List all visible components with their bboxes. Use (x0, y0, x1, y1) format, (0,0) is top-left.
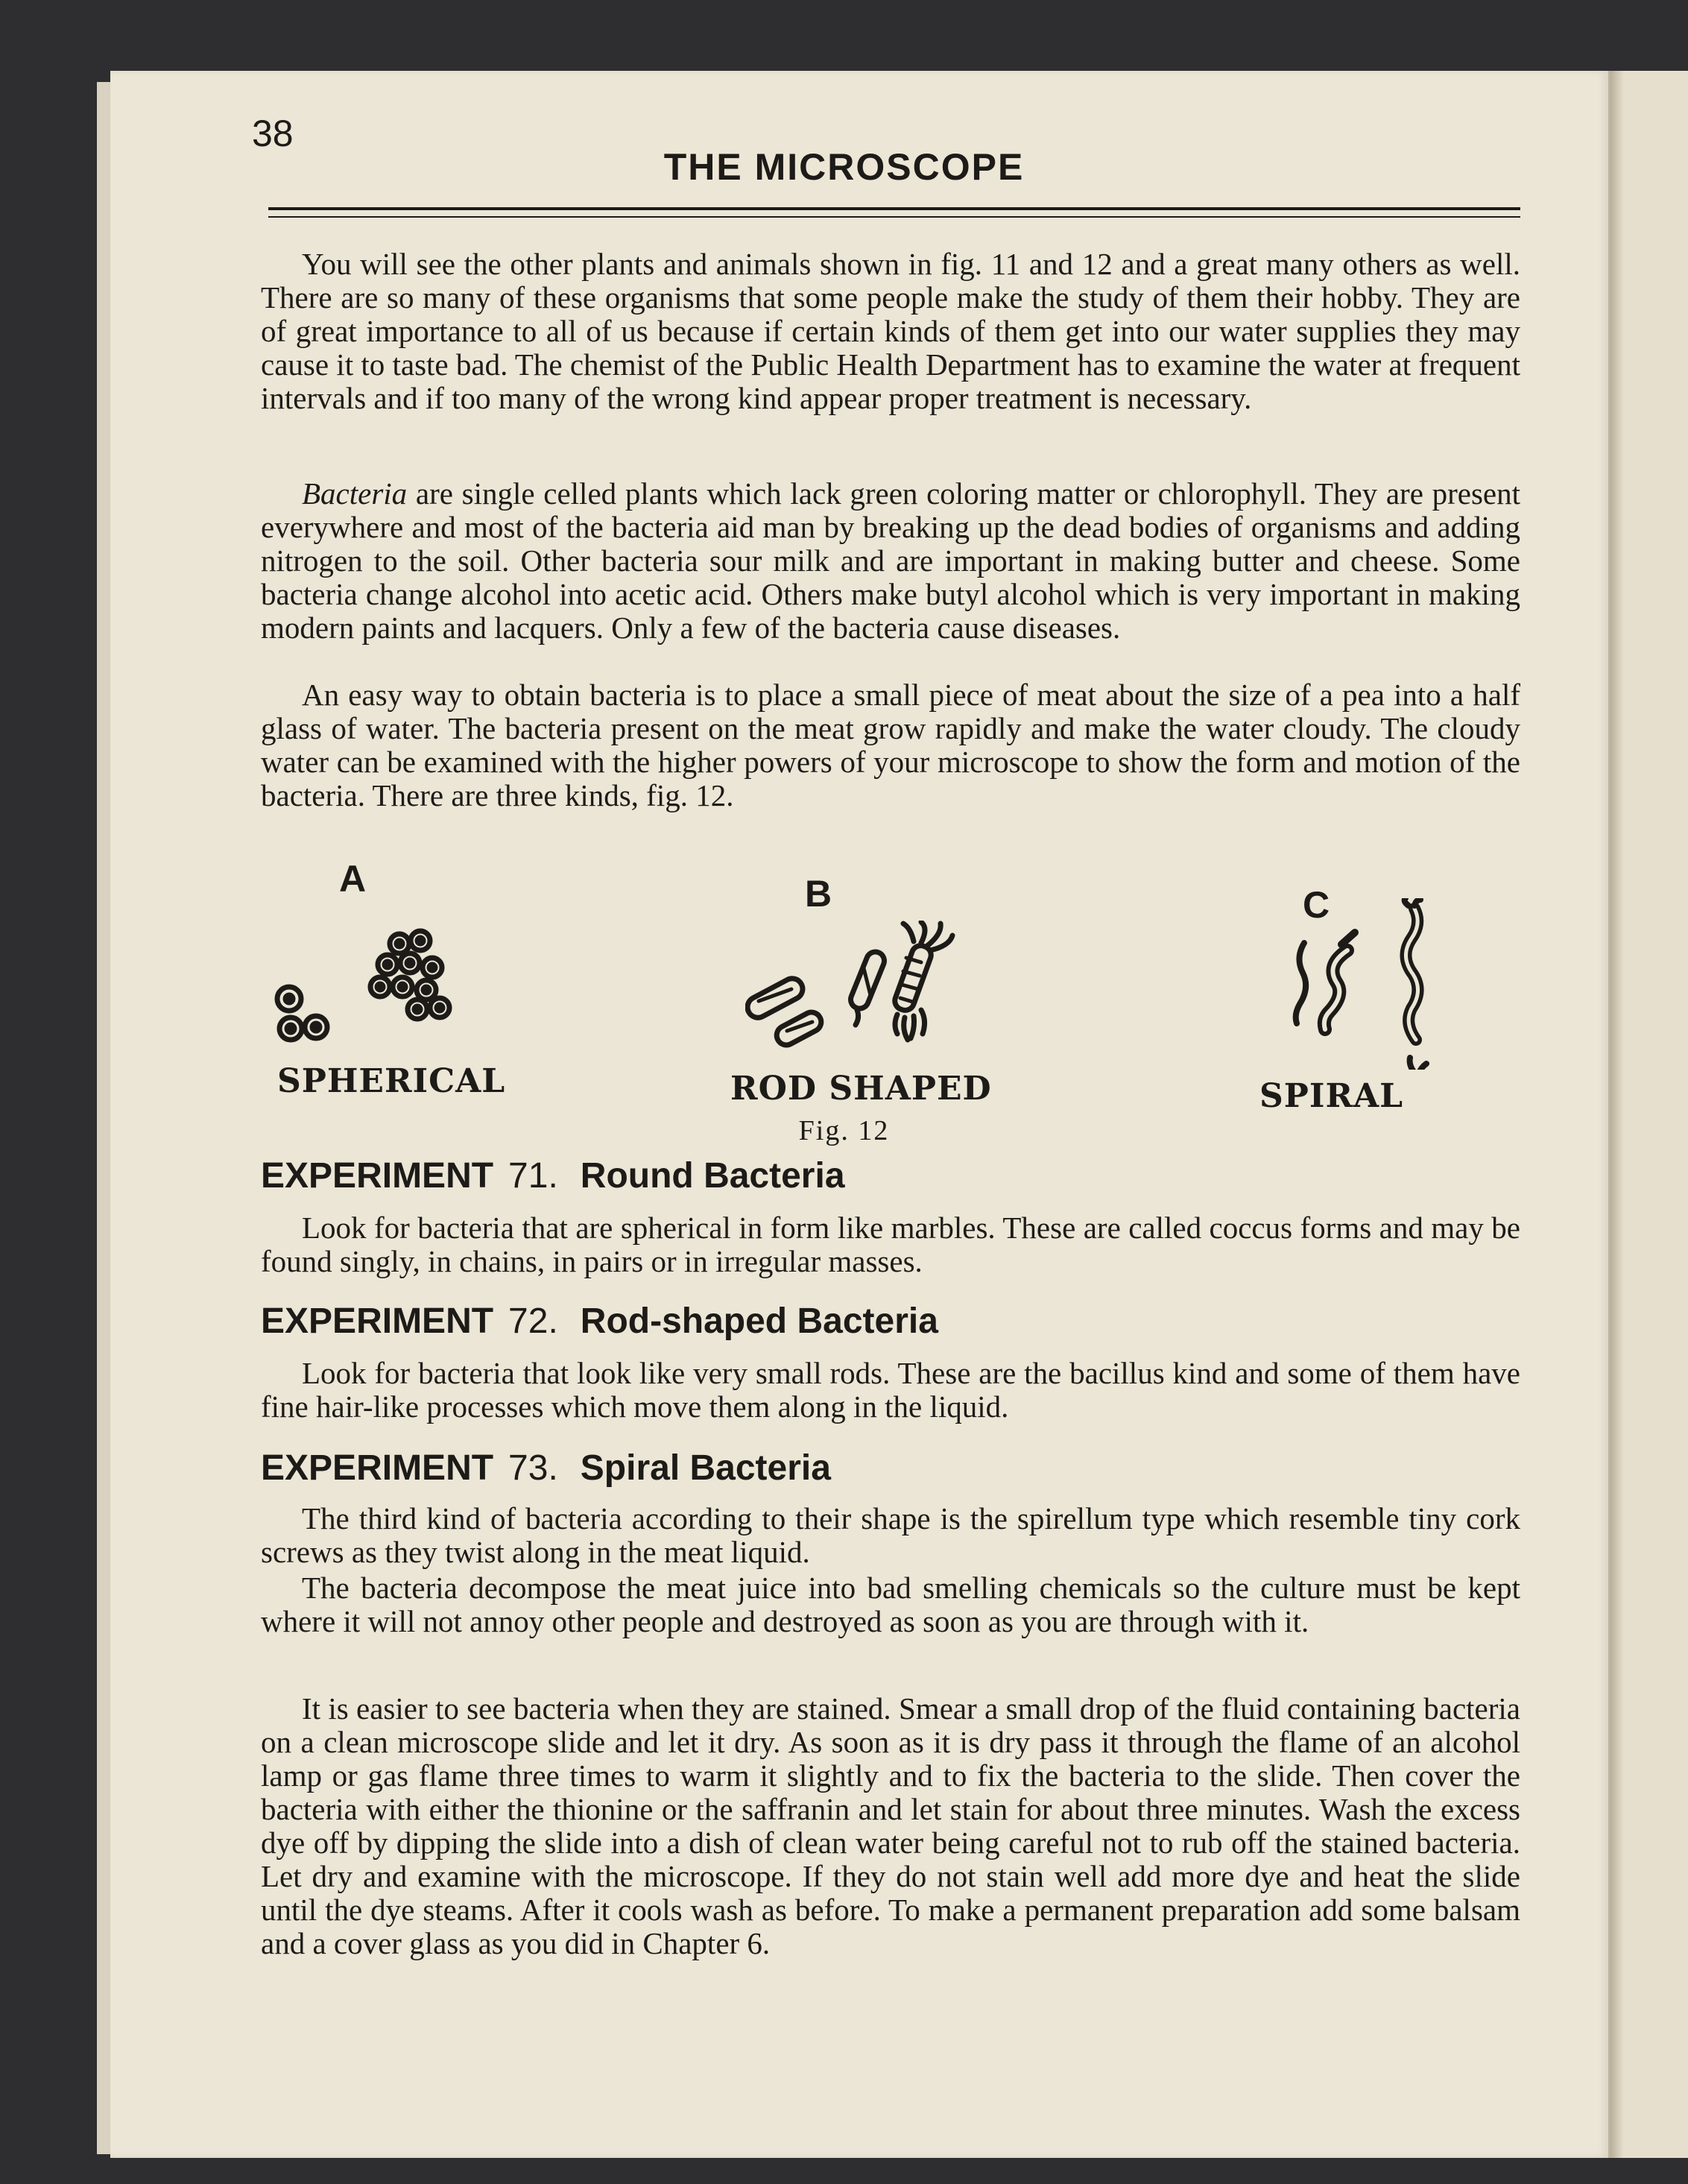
experiment-73-number: 73. (508, 1448, 558, 1488)
paragraph-staining: It is easier to see bacteria when they are stained. Smear a small drop of the fluid containing bacteria on a clean microscope slide and let it dry. As soon as it is dry pass it through the flame of an alcohol lamp or gas flame three times to warm it slightly and to fix the bacteria to the slide. Then cover the bacteria with either the thionine or the saffranin and let stain for about three minutes. Wash the excess dye off by dipping the slide into a dish of clean water being careful not to rub off the stained bacteria. Let dry and examine with the microscope. If they do not stain well add more dye and heat the slide until the dye steams. After it cools wash as before. To make a permanent preparation add some balsam and a cover glass as you did in Chapter 6. (261, 1691, 1520, 1960)
experiment-73-text: The third kind of bacteria according to their shape is the spirellum type which resemble tiny cork screws as they twist along in the meat liquid. (261, 1501, 1520, 1569)
experiment-71-heading (261, 1155, 845, 1196)
experiment-71-text: Look for bacteria that are spherical in form like marbles. These are called coccus forms and may be found singly, in chains, in pairs or in irregular masses. (261, 1211, 1520, 1278)
header-rule-thin (268, 216, 1520, 218)
spiral-bacteria-illustration (1267, 898, 1468, 1070)
paragraph-intro: You will see the other plants and animals shown in fig. 11 and 12 and a great many others as well. There are so many of these organisms that some people make the study of them their hobby. They are of great importance to all of us because if certain kinds of them get into our water supplies they may cause it to taste bad. The chemist of the Public Health Department has to examine the water at frequent intervals and if too many of the wrong kind appear proper treatment is necessary. (261, 247, 1520, 415)
paragraph-bacteria-text: are single celled plants which lack green coloring matter or chlorophyll. They are present everywhere and most of the bacteria aid man by breaking up the dead bodies of organisms and adding nitrogen to the soil. Other bacteria sour milk and are important in making butter and cheese. Some bacteria change alcohol into acetic acid. Others make butyl alcohol which is very important in making modern paints and lacquers. Only a few of the bacteria cause diseases. (261, 476, 1520, 645)
experiment-71-label: EXPERIMENT (261, 1156, 494, 1196)
running-head: THE MICROSCOPE (663, 146, 1025, 188)
paragraph-obtain-bacteria: An easy way to obtain bacteria is to place a small piece of meat about the size of a pea into a half glass of water. The bacteria present on the meat grow rapidly and make the water cloudy. The cloudy water can be examined with the higher powers of your microscope to show the form and motion of the bacteria. There are three kinds, fig. 12. (261, 678, 1520, 812)
caption-spherical: SPHERICAL (277, 1062, 506, 1100)
experiment-71-title: Round Bacteria (580, 1156, 845, 1196)
experiment-71-number: 71. (508, 1156, 558, 1196)
caption-rod-shaped: ROD SHAPED (730, 1070, 992, 1108)
header-rule-thick (268, 207, 1520, 210)
figure-number: Fig. 12 (798, 1115, 890, 1146)
experiment-73-text-2: The bacteria decompose the meat juice into bad smelling chemicals so the culture must be kept where it will not annoy other people and destroyed as soon as you are through with it. (261, 1571, 1520, 1638)
experiment-72-label: EXPERIMENT (261, 1301, 494, 1341)
experiment-72-number: 72. (508, 1301, 558, 1341)
term-bacteria: Bacteria (302, 476, 408, 511)
experiment-72-heading (261, 1301, 938, 1342)
figure-letter-a: A (339, 858, 367, 900)
figure-letter-b: B (805, 873, 832, 915)
experiment-73-label: EXPERIMENT (261, 1448, 494, 1488)
experiment-72-title: Rod-shaped Bacteria (580, 1301, 938, 1341)
experiment-73-heading (261, 1448, 831, 1489)
experiment-73-title: Spiral Bacteria (580, 1448, 831, 1488)
caption-spiral: SPIRAL (1259, 1077, 1404, 1115)
figure-letter-c: C (1303, 884, 1330, 926)
page-number: 38 (252, 113, 294, 154)
paragraph-bacteria (261, 477, 1520, 645)
spherical-bacteria-illustration (268, 924, 462, 1058)
experiment-72-text: Look for bacteria that look like very small rods. These are the bacillus kind and some of them have fine hair-like processes which move them along in the liquid. (261, 1356, 1520, 1424)
rod-shaped-bacteria-illustration (745, 921, 999, 1055)
